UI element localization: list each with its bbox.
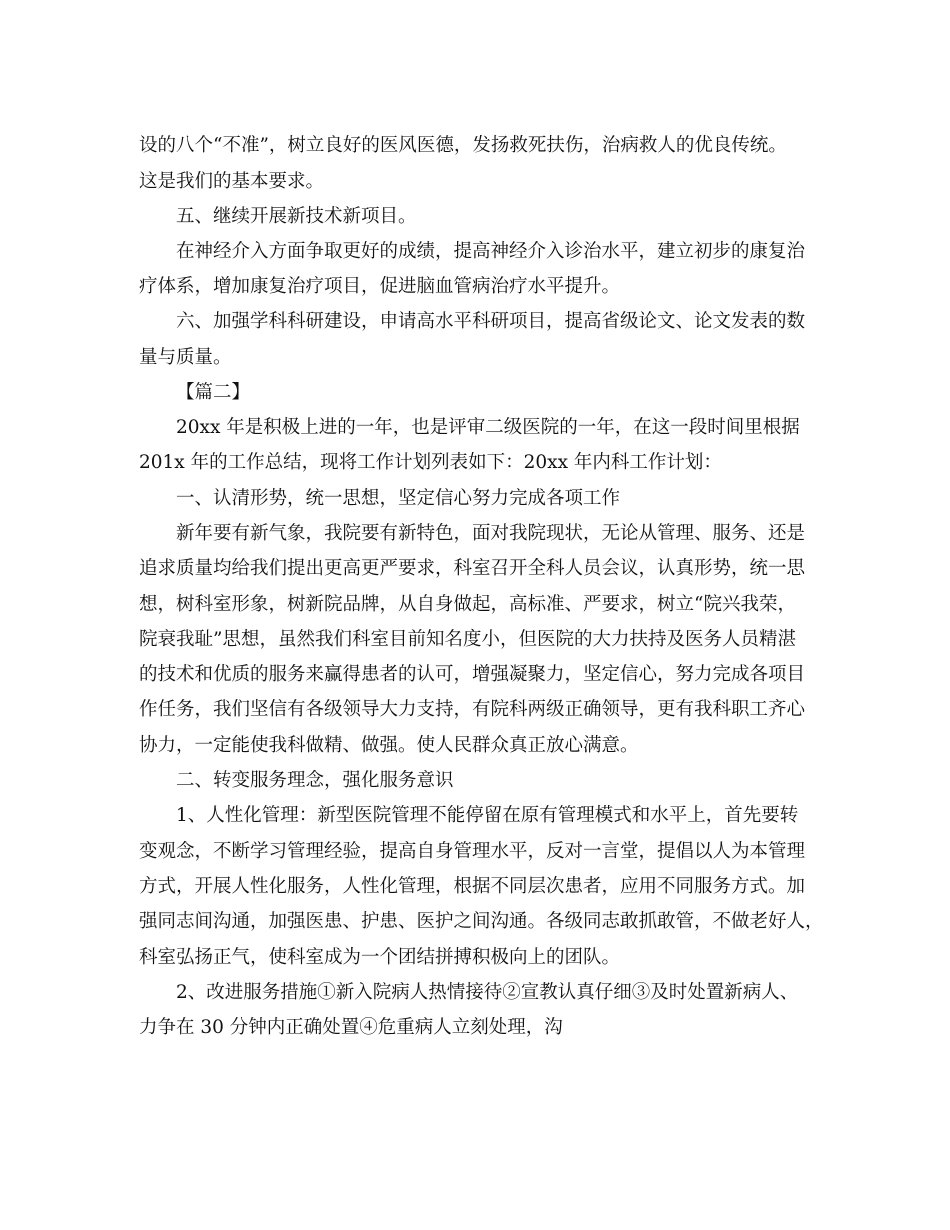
text-line: 强同志间沟通，加强医患、护患、医护之间沟通。各级同志敢抓敢管，不做老好人， <box>139 911 824 932</box>
text-line: 的技术和优质的服务来赢得患者的认可，增强凝聚力，坚定信心，努力完成各项目 <box>139 664 806 685</box>
text-line: 院衰我耻”思想，虽然我们科室目前知名度小，但医院的大力扶持及医务人员精湛 <box>139 629 796 650</box>
text-line: 这是我们的基本要求。 <box>139 171 325 192</box>
text-line: 201x 年的工作总结，现将工作计划列表如下：20xx 年内科工作计划： <box>139 452 722 473</box>
text-line: 协力，一定能使我科做精、做强。使人民群众真正放心满意。 <box>139 735 639 756</box>
text-line: 20xx 年是积极上进的一年，也是评审二级医院的一年，在这一段时间里根据 <box>176 417 800 438</box>
text-line: 1、人性化管理：新型医院管理不能停留在原有管理模式和水平上，首先要转 <box>176 805 799 826</box>
text-line: 2、改进服务措施①新入院病人热情接待②宣教认真仔细③及时处置新病人、 <box>176 982 799 1003</box>
text-line: 量与质量。 <box>139 347 232 368</box>
text-line: 科室弘扬正气，使科室成为一个团结拼搏积极向上的团队。 <box>139 947 621 968</box>
part-heading: 【篇二】 <box>176 382 251 403</box>
text-line: 疗体系，增加康复治疗项目，促进脑血管病治疗水平提升。 <box>139 276 621 297</box>
text-line: 作任务，我们坚信有各级领导大力支持，有院科两级正确领导，更有我科职工齐心 <box>139 699 806 720</box>
text-line: 变观念，不断学习管理经验，提高自身管理水平，反对一言堂，提倡以人为本管理 <box>139 841 806 862</box>
section-heading: 六、加强学科科研建设，申请高水平科研项目，提高省级论文、论文发表的数 <box>176 311 806 332</box>
text-line: 新年要有新气象，我院要有新特色，面对我院现状，无论从管理、服务、还是 <box>176 523 806 544</box>
text-line: 在神经介入方面争取更好的成绩，提高神经介入诊治水平，建立初步的康复治 <box>176 241 806 262</box>
text-line: 设的八个“不准”，树立良好的医风医德，发扬救死扶伤，治病救人的优良传统。 <box>139 135 787 156</box>
section-heading: 一、认清形势，统一思想，坚定信心努力完成各项工作 <box>176 488 621 509</box>
section-heading: 二、转变服务理念，强化服务意识 <box>176 770 454 791</box>
section-heading: 五、继续开展新技术新项目。 <box>176 206 417 227</box>
text-line: 力争在 30 分钟内正确处置④危重病人立刻处理，沟 <box>139 1017 563 1038</box>
text-line: 追求质量均给我们提出更高更严要求，科室召开全科人员会议，认真形势，统一思 <box>139 558 806 579</box>
text-line: 方式，开展人性化服务，人性化管理，根据不同层次患者，应用不同服务方式。加 <box>139 876 806 897</box>
text-line: 想，树科室形象，树新院品牌，从自身做起，高标准、严要求，树立“院兴我荣， <box>139 594 796 615</box>
